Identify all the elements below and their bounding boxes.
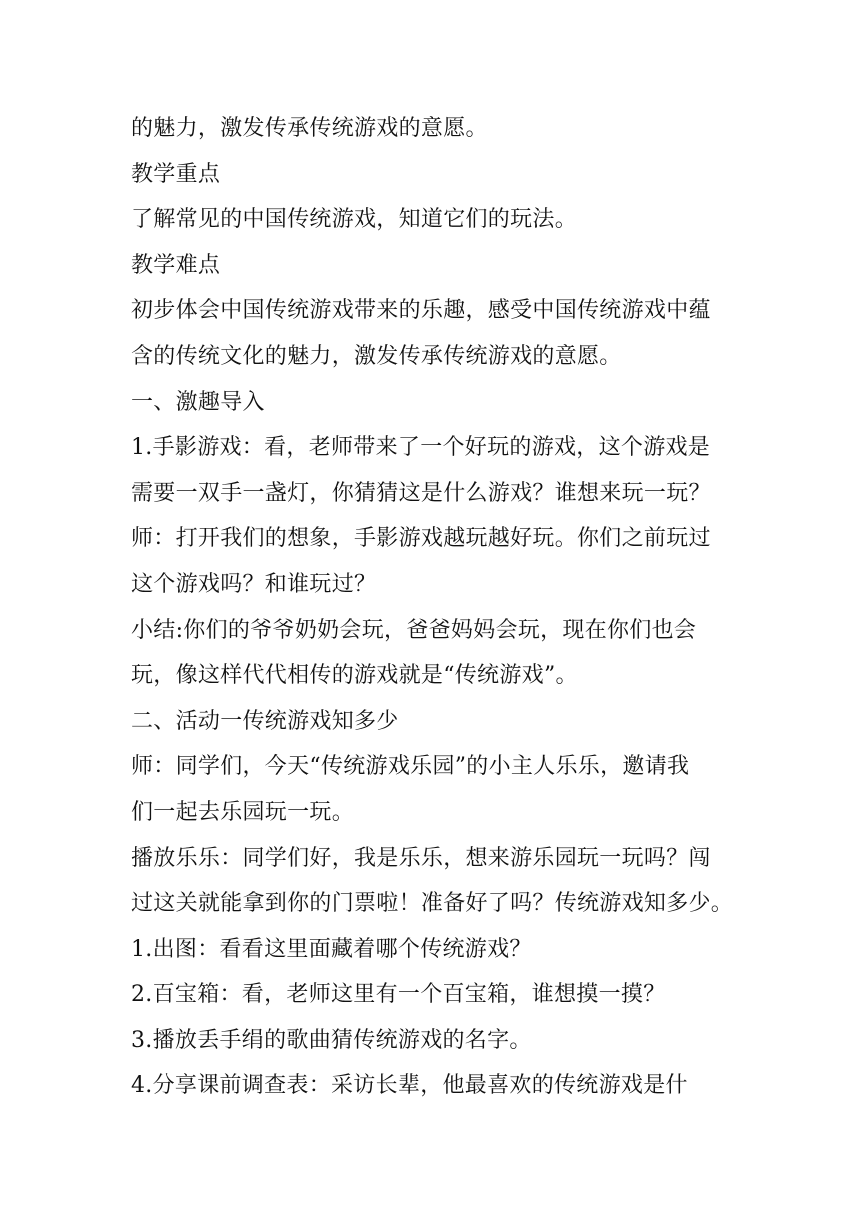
text-line: 1.手影游戏：看，老师带来了一个好玩的游戏，这个游戏是	[131, 435, 711, 461]
text-line: 们一起去乐园玩一玩。	[131, 799, 355, 825]
text-line: 师：同学们，今天“传统游戏乐园”的小主人乐乐，邀请我	[131, 754, 690, 780]
text-line: 过这关就能拿到你的门票啦！准备好了吗？传统游戏知多少。	[131, 891, 734, 917]
text-line: 需要一双手一盏灯，你猜猜这是什么游戏？谁想来玩一玩？	[131, 480, 711, 506]
text-line: 播放乐乐：同学们好，我是乐乐，想来游乐园玩一玩吗？闯	[131, 845, 711, 871]
document-body	[131, 106, 751, 1109]
section-heading: 一、激趣导入	[131, 389, 265, 415]
text-line: 的魅力，激发传承传统游戏的意愿。	[131, 116, 488, 141]
text-line: 4.分享课前调查表：采访长辈，他最喜欢的传统游戏是什	[131, 1073, 688, 1099]
section-heading: 教学重点	[131, 161, 221, 187]
text-line: 师：打开我们的想象，手影游戏越玩越好玩。你们之前玩过	[131, 526, 711, 552]
section-heading: 二、活动一传统游戏知多少	[131, 708, 399, 734]
text-line: 这个游戏吗？和谁玩过？	[131, 571, 377, 597]
text-line: 小结:你们的爷爷奶奶会玩，爸爸妈妈会玩，现在你们也会	[131, 617, 697, 643]
section-heading: 教学难点	[131, 252, 221, 278]
text-line: 3.播放丢手绢的歌曲猜传统游戏的名字。	[131, 1027, 532, 1053]
text-line: 2.百宝箱：看，老师这里有一个百宝箱，谁想摸一摸？	[131, 982, 666, 1008]
text-line: 含的传统文化的魅力，激发传承传统游戏的意愿。	[131, 343, 622, 369]
text-line: 玩，像这样代代相传的游戏就是“传统游戏”。	[131, 663, 578, 689]
text-line: 了解常见的中国传统游戏，知道它们的玩法。	[131, 207, 578, 233]
text-line: 1.出图：看看这里面藏着哪个传统游戏？	[131, 936, 532, 962]
text-line: 初步体会中国传统游戏带来的乐趣，感受中国传统游戏中蕴	[131, 298, 711, 324]
